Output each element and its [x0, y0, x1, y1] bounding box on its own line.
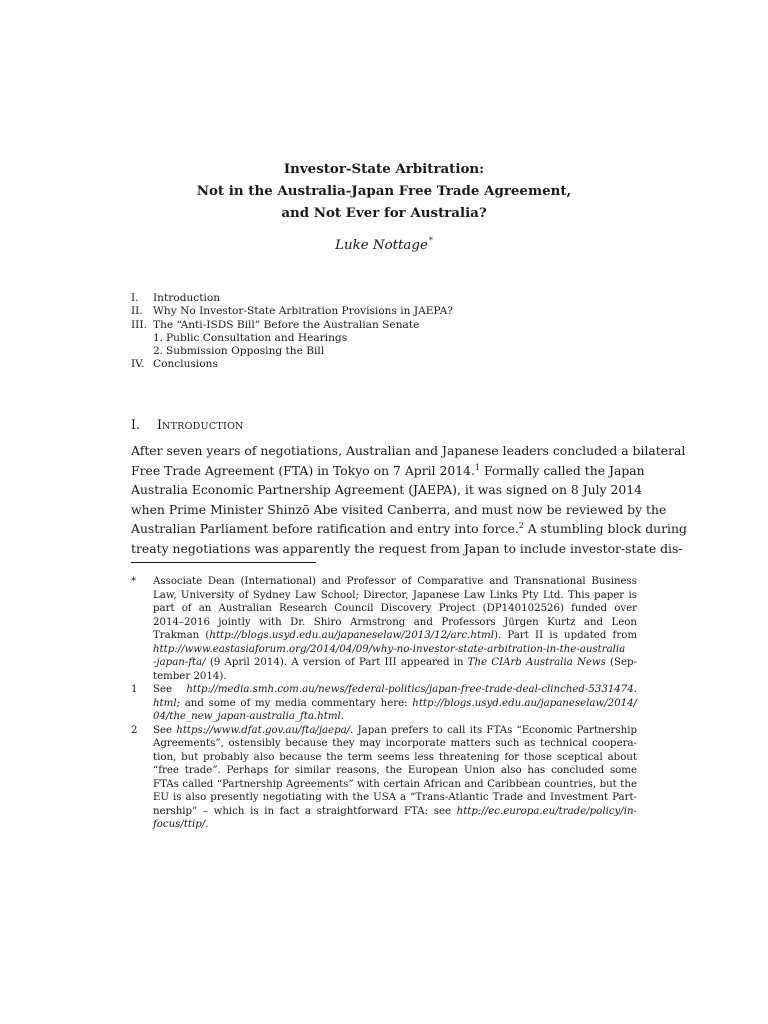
toc-number: III.	[131, 318, 147, 331]
footnote-link[interactable]: http://www.eastasiaforum.org/2014/04/09/why-no-investor-state-arbitration-in-the-australia	[153, 643, 626, 655]
title-line-3: and Not Ever for Australia?	[281, 205, 487, 221]
toc-label: Public Consultation and Hearings	[166, 331, 348, 344]
footnote-1	[131, 683, 637, 724]
footnotes	[131, 575, 637, 832]
toc-subitem	[131, 332, 651, 345]
footnote-link[interactable]: http://blogs.usyd.edu.au/japaneselaw/2013/12/arc.html	[209, 630, 494, 641]
toc-item	[131, 358, 651, 371]
footnote-line: part of an Australian Research Council Discovery Project (DP140102526) funded over	[153, 603, 637, 614]
footnote-text-span: . Japan prefers to call its FTAs “Economic Partnership	[350, 724, 637, 736]
toc-label: Conclusions	[153, 358, 218, 371]
body-line	[131, 461, 645, 481]
footnote-link[interactable]: html;	[153, 697, 181, 709]
footnote-line: Associate Dean (International) and Professor of Comparative and Transnational Business	[153, 576, 637, 587]
body-text: A stumbling block during	[523, 521, 687, 537]
footnote-ref-2[interactable]: 2	[518, 521, 524, 531]
footnote-mark: 1	[131, 684, 138, 695]
footnote-text-span: See	[153, 724, 177, 736]
footnote-text	[153, 683, 637, 724]
paper-title	[0, 158, 768, 224]
footnote-line	[153, 656, 637, 670]
footnote-line	[153, 724, 637, 738]
footnote-2	[131, 724, 637, 832]
body-line: treaty negotiations was apparently the request from Japan to include investor-state dis-	[131, 540, 683, 556]
footnote-link[interactable]: https://www.dfat.gov.au/fta/jaepa/	[176, 724, 351, 736]
toc-label: Introduction	[153, 292, 221, 304]
toc-number: IV.	[131, 358, 145, 371]
author-footnote-mark: *	[428, 236, 433, 245]
section-heading-capital: I	[157, 417, 162, 432]
body-text: Free Trade Agreement (FTA) in Tokyo on 7 April 2014.	[131, 462, 475, 478]
toc-item	[131, 305, 651, 318]
footnote-line	[153, 629, 637, 643]
section-heading-rest: NTRODUCTION	[161, 421, 244, 432]
footnote-line: Law, University of Sydney Law School; Director, Japanese Law Links Pty Ltd. This paper is	[153, 589, 637, 601]
footnote-link[interactable]: http://blogs.usyd.edu.au/japaneselaw/2014/	[412, 697, 637, 709]
footnote-line: tember 2014).	[153, 670, 227, 682]
body-paragraph	[131, 441, 687, 559]
footnote-text-span: and some of my media commentary here:	[180, 697, 413, 709]
footnote-link[interactable]: http://ec.europa.eu/trade/policy/in-	[456, 805, 637, 817]
footnote-link[interactable]: -japan-fta/	[153, 657, 206, 668]
footnote-text-span: nership” – which is in fact a straightforward FTA: see	[153, 805, 457, 817]
footnote-line	[153, 683, 637, 697]
footnote-link[interactable]: 04/the_new_japan-australia_fta.html.	[153, 711, 344, 722]
body-line	[131, 519, 687, 539]
body-line: After seven years of negotiations, Australian and Japanese leaders concluded a bilateral	[131, 443, 686, 458]
footnote-text-span: (9 April 2014). A version of Part III appeared in	[205, 657, 468, 668]
toc-number: II.	[131, 305, 143, 318]
footnote-line: FTAs called “Partnership Agreements” with certain African and Caribbean countries, but the	[153, 778, 637, 790]
section-heading	[131, 417, 244, 432]
footnote-link[interactable]: http://media.smh.com.au/news/federal-politics/japan-free-trade-deal-clinched-5331474.	[186, 684, 637, 695]
footnote-text-span: Trakman (	[153, 630, 210, 641]
footnote-line: 2014–2016 jointly with Dr. Shiro Armstrong and Professors Jürgen Kurtz and Leon	[153, 616, 637, 628]
toc-label: Why No Investor-State Arbitration Provisions in JAEPA?	[153, 305, 453, 318]
footnote-author	[131, 575, 637, 683]
footnote-line	[153, 805, 637, 819]
footnote-mark: *	[131, 576, 137, 587]
footnote-line: EU is also presently negotiating with the USA a “Trans-Atlantic Trade and Investment Part-	[153, 792, 637, 803]
footnote-text-span: ). Part II is updated from	[493, 630, 637, 641]
footnote-text-span: (Sep-	[605, 657, 637, 668]
footnote-ref-1[interactable]: 1	[474, 462, 481, 472]
footnote-mark: 2	[131, 724, 138, 736]
body-text: Australian Parliament before ratification and entry into force.	[131, 521, 519, 537]
toc-item	[131, 319, 651, 332]
footnote-link[interactable]: focus/ttip/.	[153, 819, 209, 830]
footnote-separator	[131, 562, 316, 563]
body-line: when Prime Minister Shinzō Abe visited Canberra, and must now be reviewed by the	[131, 501, 667, 517]
author-line	[0, 236, 768, 253]
toc-subitem	[131, 345, 651, 358]
toc-number: 2.	[153, 345, 164, 358]
footnote-text	[153, 575, 637, 683]
footnote-line: Agreements”, ostensibly because they may incorporate matters such as technical coopera-	[153, 738, 637, 749]
toc-label: The “Anti-ISDS Bill” Before the Australian Senate	[153, 318, 420, 331]
toc-item	[131, 292, 651, 305]
table-of-contents	[131, 292, 651, 372]
footnote-text-span: See	[153, 684, 187, 695]
footnote-line: tion, but probably also because the term seems less threatening for those sceptical about	[153, 751, 637, 763]
publication-title: The CIArb Australia News	[467, 657, 606, 668]
body-text: Formally called the Japan	[480, 462, 645, 478]
toc-number: 1.	[153, 331, 164, 344]
section-number: I.	[131, 417, 140, 432]
toc-label: Submission Opposing the Bill	[166, 345, 325, 358]
body-line: Australia Economic Partnership Agreement (JAEPA), it was signed on 8 July 2014	[131, 482, 643, 498]
footnote-line	[153, 697, 637, 711]
footnote-line: “free trade”. Perhaps for similar reasons, the European Union also has concluded some	[153, 765, 637, 776]
author-name: Luke Nottage	[335, 238, 428, 253]
title-line-2: Not in the Australia-Japan Free Trade Agreement,	[196, 183, 572, 199]
title-line-1: Investor-State Arbitration:	[283, 161, 485, 177]
footnote-text	[153, 724, 637, 832]
toc-number: I.	[131, 292, 139, 304]
